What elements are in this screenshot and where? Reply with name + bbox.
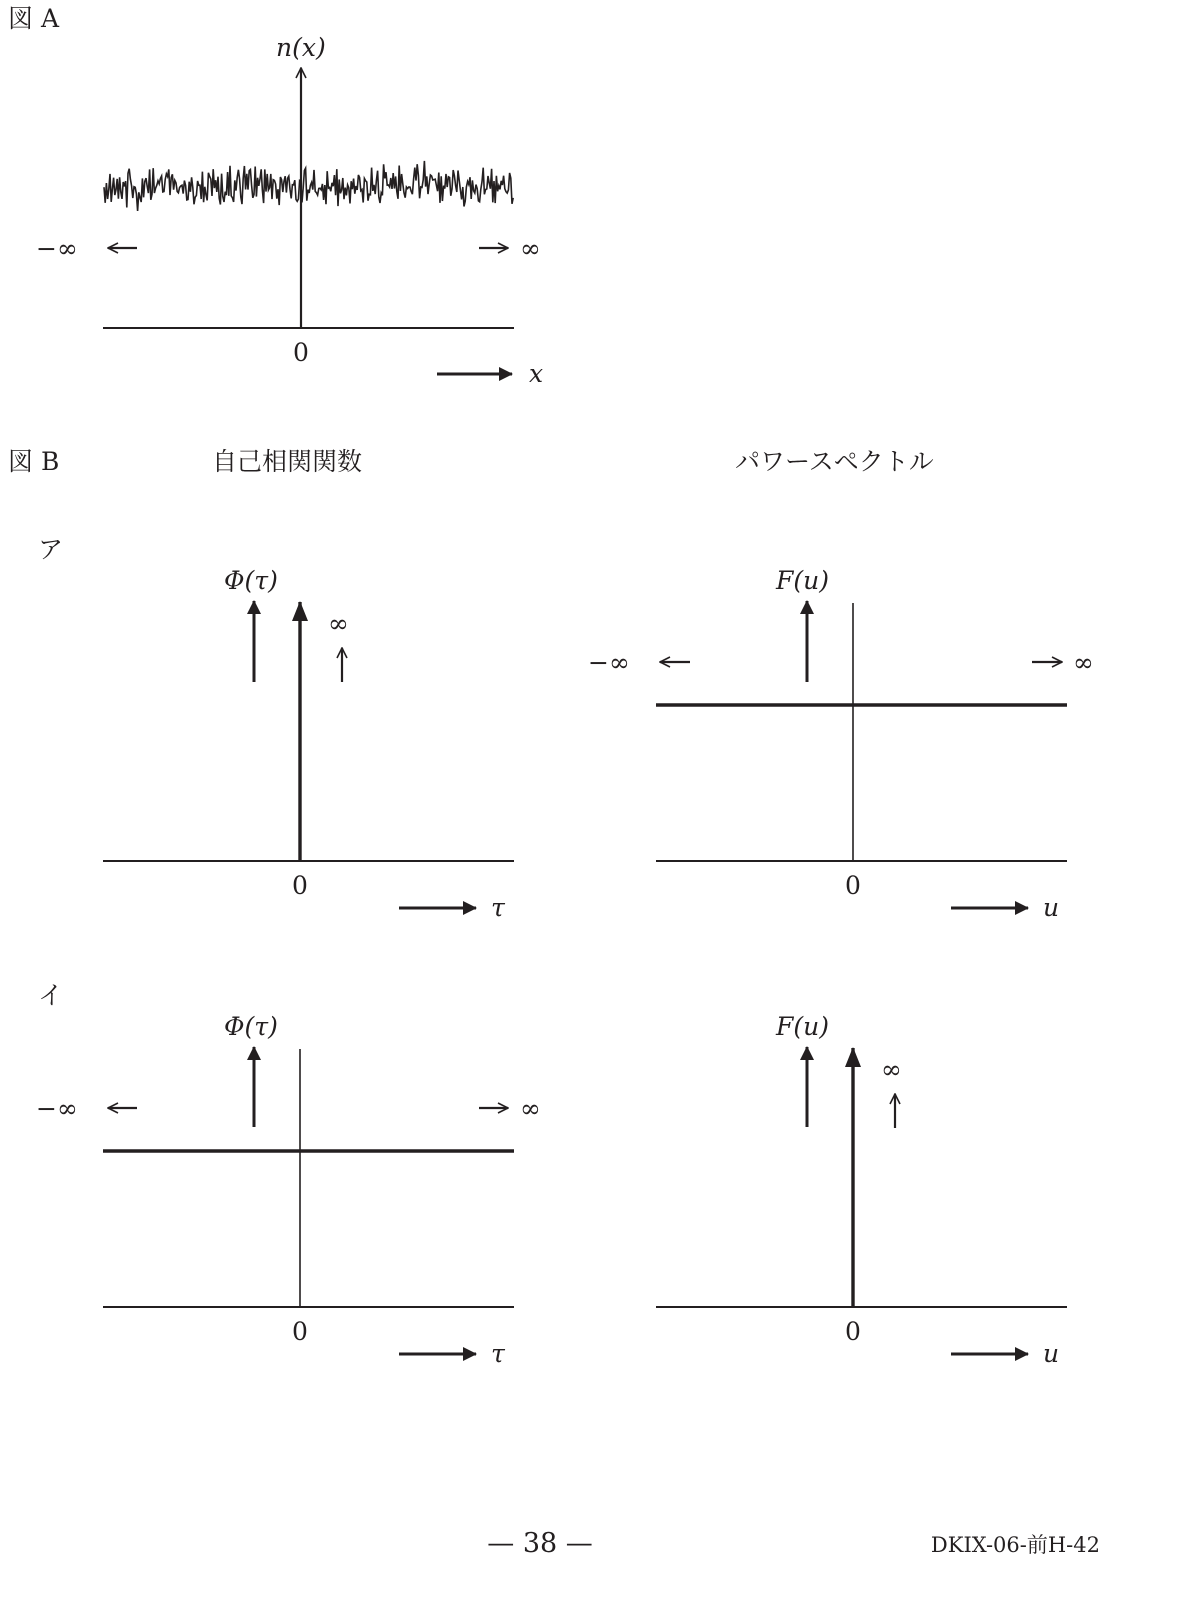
noise-signal — [104, 161, 513, 211]
document-code: DKIX-06-前H-42 — [930, 1533, 1100, 1557]
footer — [487, 1528, 1100, 1559]
figure-a-pos-inf-label: ∞ — [520, 234, 541, 263]
row-i-spectrum-inf-label: ∞ — [881, 1055, 902, 1084]
figure-a-origin: 0 — [293, 338, 309, 367]
row-a-spectrum-plot — [588, 566, 1094, 922]
figure-a — [8, 4, 543, 388]
row-a-spectrum-x-label: u — [1043, 893, 1060, 922]
row-i — [36, 981, 1067, 1368]
row-i-spectrum-plot — [656, 1012, 1067, 1368]
row-i-spectrum-y-label: F(u) — [776, 1012, 829, 1041]
row-i-autocorr-y-label: Φ(τ) — [224, 1012, 278, 1041]
page-number: — 38 — — [487, 1528, 593, 1559]
row-i-autocorr-pos-inf-label: ∞ — [520, 1094, 541, 1123]
figure-b-header — [8, 447, 934, 476]
row-i-label: イ — [38, 981, 64, 1010]
row-i-autocorr-neg-inf-label: −∞ — [36, 1094, 78, 1123]
row-i-spectrum-origin: 0 — [845, 1317, 861, 1346]
figure-a-label: 図 A — [8, 4, 60, 33]
power-spectrum-column-title: パワースペクトル — [735, 447, 934, 476]
row-a-autocorr-x-label: τ — [491, 893, 505, 922]
row-a-spectrum-pos-inf-label: ∞ — [1073, 648, 1094, 677]
row-a-autocorr-origin: 0 — [292, 871, 308, 900]
row-i-autocorrelation-plot — [36, 1012, 541, 1368]
row-i-autocorr-origin: 0 — [292, 1317, 308, 1346]
figure-b-label: 図 B — [8, 447, 60, 476]
row-a-spectrum-y-label: F(u) — [776, 566, 829, 595]
figure-a-neg-inf-label: −∞ — [36, 234, 78, 263]
figure-a-x-label: x — [529, 359, 544, 388]
autocorrelation-column-title: 自己相関関数 — [212, 447, 363, 476]
row-i-autocorr-x-label: τ — [491, 1339, 505, 1368]
row-a-autocorr-y-label: Φ(τ) — [224, 566, 278, 595]
row-a-autocorrelation-plot — [103, 566, 514, 922]
row-a — [38, 535, 1094, 922]
row-a-spectrum-neg-inf-label: −∞ — [588, 648, 630, 677]
row-a-label: ア — [38, 535, 64, 564]
figure-a-y-label: n(x) — [276, 33, 326, 62]
row-i-spectrum-x-label: u — [1043, 1339, 1060, 1368]
row-a-autocorr-inf-label: ∞ — [328, 609, 349, 638]
row-a-spectrum-origin: 0 — [845, 871, 861, 900]
